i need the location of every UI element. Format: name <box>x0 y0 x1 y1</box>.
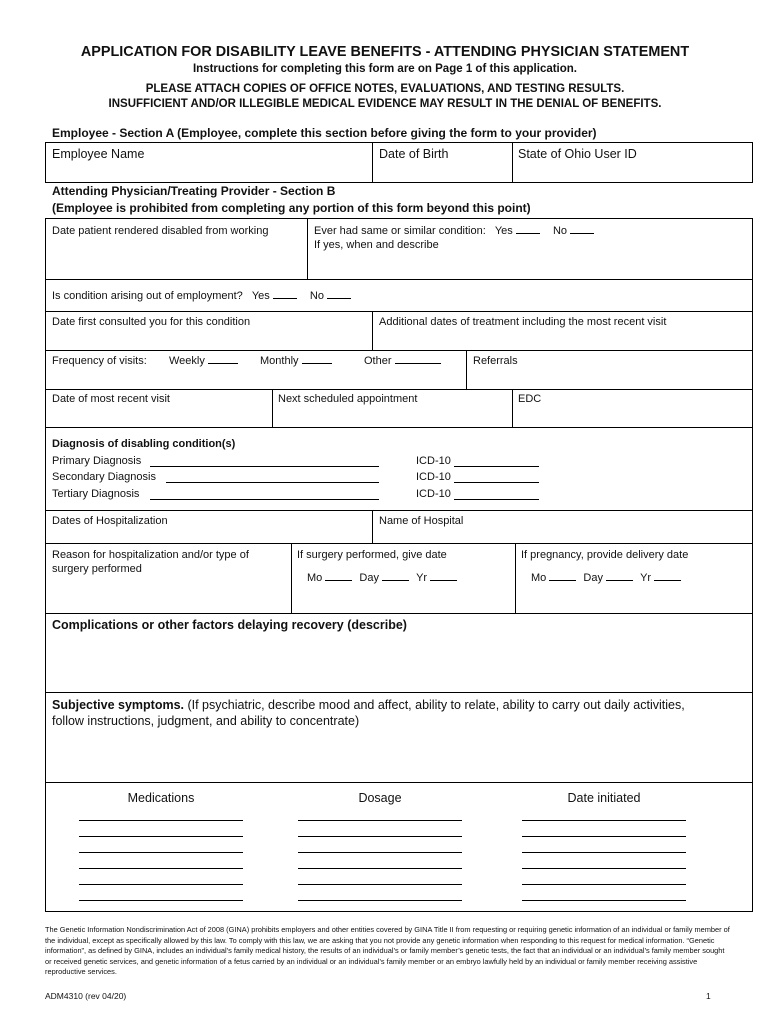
date-of-birth-field[interactable]: Date of Birth <box>379 147 449 161</box>
surgery-yr-label: Yr <box>416 572 428 584</box>
other-field[interactable] <box>364 354 441 368</box>
tertiary-diagnosis-label: Tertiary Diagnosis <box>52 488 140 500</box>
complications-field[interactable]: Complications or other factors delaying recovery (describe) <box>52 618 407 632</box>
employment-yes-label: Yes <box>251 290 270 302</box>
similar-yes-blank[interactable] <box>516 224 540 234</box>
surgery-day-blank[interactable] <box>382 571 409 581</box>
diagnosis-heading: Diagnosis of disabling condition(s) <box>52 438 236 450</box>
form-code: ADM4310 (rev 04/20) <box>45 991 127 1001</box>
secondary-icd-line[interactable] <box>454 482 539 483</box>
date-initiated-line[interactable] <box>522 868 686 869</box>
pregnancy-day-blank[interactable] <box>606 571 633 581</box>
pregnancy-date-label: If pregnancy, provide delivery date <box>521 549 689 561</box>
employment-question-label: Is condition arising out of employment? <box>52 290 243 302</box>
additional-dates-field[interactable]: Additional dates of treatment including the most recent visit <box>379 316 667 328</box>
dosage-line[interactable] <box>298 852 462 853</box>
dosage-line[interactable] <box>298 900 462 901</box>
dosage-line[interactable] <box>298 868 462 869</box>
medication-line[interactable] <box>79 820 243 821</box>
pregnancy-mo-blank[interactable] <box>549 571 576 581</box>
evidence-warning: INSUFFICIENT AND/OR ILLEGIBLE MEDICAL EVIDENCE MAY RESULT IN THE DENIAL OF BENEFITS. <box>108 98 662 110</box>
other-blank[interactable] <box>395 354 441 364</box>
medication-line[interactable] <box>79 852 243 853</box>
medications-header: Medications <box>127 791 195 805</box>
referrals-field[interactable]: Referrals <box>473 355 518 367</box>
weekly-label: Weekly <box>169 355 205 367</box>
subjective-symptoms-field[interactable] <box>52 698 712 729</box>
similar-yes-label: Yes <box>494 225 513 237</box>
weekly-field[interactable] <box>169 354 238 368</box>
primary-diagnosis-label: Primary Diagnosis <box>52 455 142 467</box>
pregnancy-yr-blank[interactable] <box>654 571 681 581</box>
instructions-note: Instructions for completing this form are on Page 1 of this application. <box>192 63 577 75</box>
ohio-user-id-field[interactable]: State of Ohio User ID <box>518 147 637 161</box>
hosp-reason-line2: surgery performed <box>52 563 142 575</box>
similar-no-label: No <box>552 225 567 237</box>
medication-line[interactable] <box>79 836 243 837</box>
primary-icd-line[interactable] <box>454 466 539 467</box>
employee-name-field[interactable]: Employee Name <box>52 147 145 161</box>
recent-visit-field[interactable]: Date of most recent visit <box>52 393 170 405</box>
date-initiated-line[interactable] <box>522 820 686 821</box>
subjective-description: (If psychiatric, describe mood and affect, ability to relate, ability to carry out daily activities, follow instructions, judgment, and ability to concentrate) <box>52 698 685 728</box>
form-title: APPLICATION FOR DISABILITY LEAVE BENEFITS - ATTENDING PHYSICIAN STATEMENT <box>80 43 690 60</box>
monthly-field[interactable] <box>260 354 332 368</box>
gina-disclaimer: The Genetic Information Nondiscrimination Act of 2008 (GINA) prohibits employers and other entities covered by GINA Title II from requesting or requiring genetic information of an individual or family member of the individual, except as specifically allowed by this law. To comply with this law, we are asking that you not provide any genetic information when responding to this request for medical information. “Genetic information”, as defined by GINA, includes an individual’s family medical history, the results of an individual’s or family member’s genetic tests, the fact that an individual or an individual’s family member sought or received genetic services, and genetic information of a fetus carried by an individual or an individual’s family member or an embryo lawfully held by an individual or family member receiving assistive reproductive services. <box>45 925 730 977</box>
weekly-blank[interactable] <box>208 354 238 364</box>
dosage-line[interactable] <box>298 820 462 821</box>
pregnancy-date-field[interactable] <box>531 571 681 585</box>
date-initiated-header: Date initiated <box>567 791 641 805</box>
surgery-mo-label: Mo <box>307 572 323 584</box>
primary-diagnosis-line[interactable] <box>150 466 379 467</box>
other-label: Other <box>364 355 392 367</box>
pregnancy-yr-label: Yr <box>640 572 652 584</box>
section-b-heading: Attending Physician/Treating Provider - Section B <box>52 184 336 198</box>
employment-no-label: No <box>309 290 324 302</box>
surgery-yr-blank[interactable] <box>430 571 457 581</box>
section-b-subheading: (Employee is prohibited from completing any portion of this form beyond this point) <box>52 201 531 215</box>
medication-line[interactable] <box>79 868 243 869</box>
next-appointment-field[interactable]: Next scheduled appointment <box>278 393 418 405</box>
frequency-label: Frequency of visits: <box>52 355 147 367</box>
date-initiated-line[interactable] <box>522 852 686 853</box>
surgery-date-field[interactable] <box>307 571 457 585</box>
hosp-reason-line1: Reason for hospitalization and/or type of <box>52 549 249 561</box>
primary-icd-label: ICD-10 <box>416 455 451 467</box>
section-a-heading: Employee - Section A (Employee, complete this section before giving the form to your provider) <box>52 126 597 140</box>
pregnancy-day-label: Day <box>583 572 603 584</box>
hospital-name-field[interactable]: Name of Hospital <box>379 515 464 527</box>
hospital-dates-field[interactable]: Dates of Hospitalization <box>52 515 168 527</box>
date-initiated-line[interactable] <box>522 884 686 885</box>
date-initiated-line[interactable] <box>522 836 686 837</box>
medication-line[interactable] <box>79 884 243 885</box>
secondary-icd-label: ICD-10 <box>416 471 451 483</box>
attach-notice: PLEASE ATTACH COPIES OF OFFICE NOTES, EVALUATIONS, AND TESTING RESULTS. <box>145 83 625 95</box>
surgery-mo-blank[interactable] <box>325 571 352 581</box>
similar-describe-label: If yes, when and describe <box>314 239 439 251</box>
monthly-label: Monthly <box>260 355 299 367</box>
dosage-header: Dosage <box>358 791 402 805</box>
tertiary-diagnosis-line[interactable] <box>150 499 379 500</box>
date-initiated-line[interactable] <box>522 900 686 901</box>
edc-field[interactable]: EDC <box>518 393 542 405</box>
similar-condition-label: Ever had same or similar condition: <box>314 225 486 237</box>
dosage-line[interactable] <box>298 836 462 837</box>
tertiary-icd-line[interactable] <box>454 499 539 500</box>
medication-line[interactable] <box>79 900 243 901</box>
similar-no-blank[interactable] <box>570 224 594 234</box>
subjective-bold: Subjective symptoms. <box>52 698 184 712</box>
secondary-diagnosis-label: Secondary Diagnosis <box>52 471 156 483</box>
dosage-line[interactable] <box>298 884 462 885</box>
pregnancy-mo-label: Mo <box>531 572 547 584</box>
surgery-date-label: If surgery performed, give date <box>297 549 447 561</box>
monthly-blank[interactable] <box>302 354 332 364</box>
surgery-day-label: Day <box>359 572 379 584</box>
employment-no-blank[interactable] <box>327 289 351 299</box>
first-consulted-field[interactable]: Date first consulted you for this condition <box>52 316 251 328</box>
employment-question[interactable] <box>52 289 351 303</box>
employment-yes-blank[interactable] <box>273 289 297 299</box>
secondary-diagnosis-line[interactable] <box>166 482 379 483</box>
tertiary-icd-label: ICD-10 <box>416 488 451 500</box>
similar-condition-field[interactable] <box>314 224 594 238</box>
page-number: 1 <box>706 991 711 1001</box>
date-disabled-field[interactable]: Date patient rendered disabled from working <box>52 225 269 237</box>
